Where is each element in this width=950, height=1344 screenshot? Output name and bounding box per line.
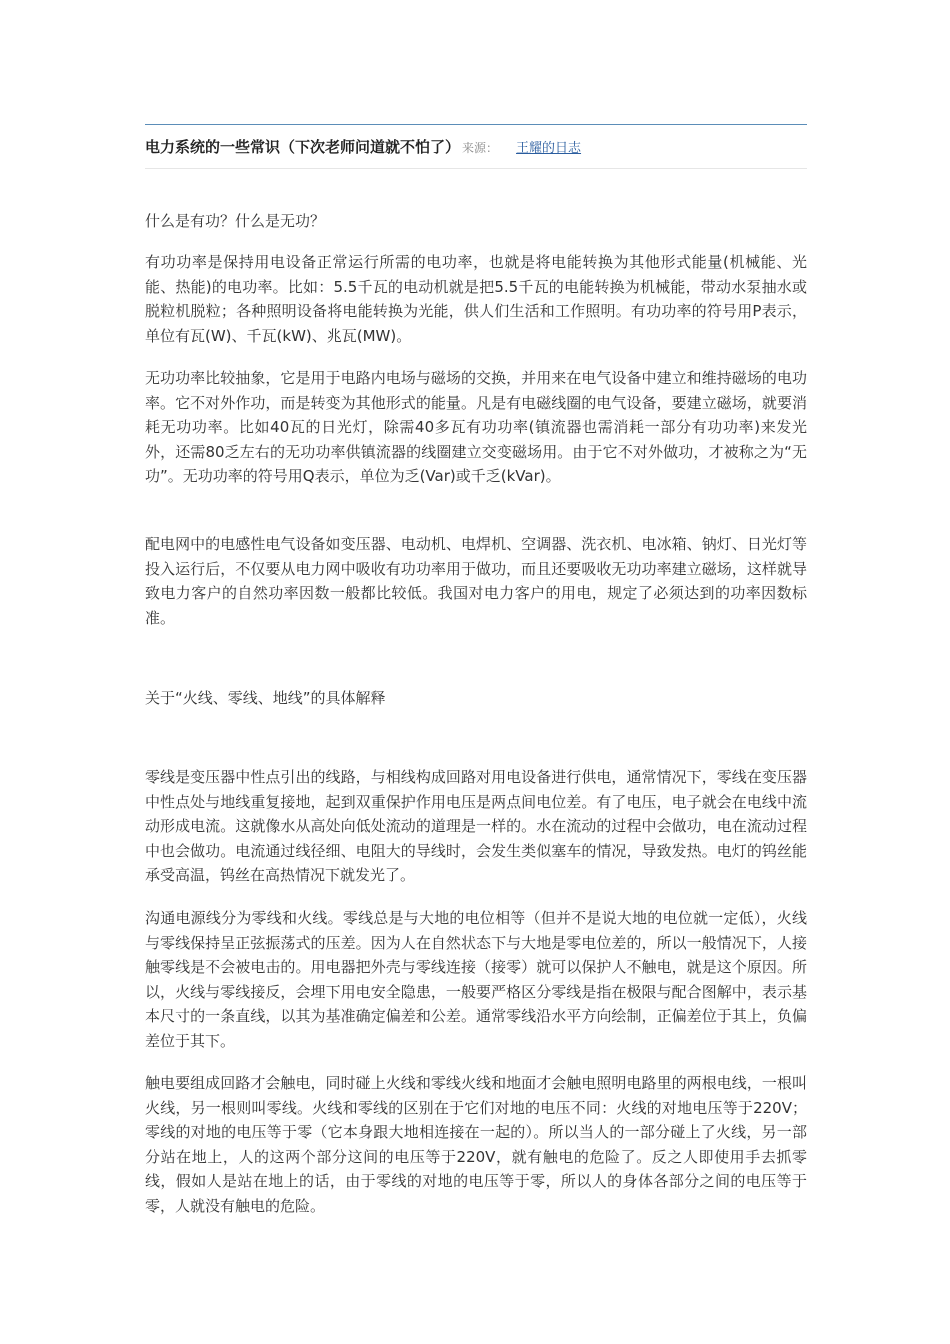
article-header — [145, 136, 807, 162]
paragraph-reactive-power: 无功功率比较抽象，它是用于电路内电场与磁场的交换，并用来在电气设备中建立和维持磁场的电功率。它不对外作功，而是转变为其他形式的能量。凡是有电磁线圈的电气设备，要建立磁场，就要消耗无功功率。比如40瓦的日光灯，除需40多瓦有功功率(镇流器也需消耗一部分有功功率)来发光外，还需80乏左右的无功功率供镇流器的线圈建立交变磁场用。由于它不对外做功，才被称之为“无功”。无功功率的符号用Q表示，单位为乏(Var)或千乏(kVar)。 — [145, 369, 807, 486]
paragraph-active-power: 有功功率是保持用电设备正常运行所需的电功率，也就是将电能转换为其他形式能量(机械能、光能、热能)的电功率。比如：5.5千瓦的电动机就是把5.5千瓦的电能转换为机械能，带动水泵抽水或脱粒机脱粒；各种照明设备将电能转换为光能，供人们生活和工作照明。有功功率的符号用P表示，单位有瓦(W)、千瓦(kW)、兆瓦(MW)。 — [145, 253, 807, 345]
paragraph-electric-shock: 触电要组成回路才会触电，同时碰上火线和零线火线和地面才会触电照明电路里的两根电线，一根叫火线，另一根则叫零线。火线和零线的区别在于它们对地的电压不同：火线的对地电压等于220V；零线的对地的电压等于零（它本身跟大地相连接在一起的）。所以当人的一部分碰上了火线，另一部分站在地上，人的这两个部分这间的电压等于220V，就有触电的危险了。反之人即使用手去抓零线，假如人是站在地上的话，由于零线的对地的电压等于零，所以人的身体各部分之间的电压等于零，人就没有触电的危险。 — [145, 1074, 807, 1215]
paragraph-live-neutral: 沟通电源线分为零线和火线。零线总是与大地的电位相等（但并不是说大地的电位就一定低），火线与零线保持呈正弦振荡式的压差。因为人在自然状态下与大地是零电位差的，所以一般情况下，人接触零线是不会被电击的。用电器把外壳与零线连接（接零）就可以保护人不触电，就是这个原因。所以，火线与零线接反，会埋下用电安全隐患，一般要严格区分零线是指在极限与配合图解中，表示基本尺寸的一条直线，以其为基准确定偏差和公差。通常零线沿水平方向绘制，正偏差位于其上，负偏差位于其下。 — [145, 909, 807, 1050]
source-label: 来源： — [462, 141, 499, 155]
top-divider — [145, 124, 807, 125]
title-divider — [145, 168, 807, 169]
paragraph-neutral-wire: 零线是变压器中性点引出的线路，与相线构成回路对用电设备进行供电，通常情况下，零线在变压器中性点处与地线重复接地，起到双重保护作用电压是两点间电位差。有了电压，电子就会在电线中流动形成电流。这就像水从高处向低处流动的道理是一样的。水在流动的过程中会做功，电在流动过程中也会做功。电流通过线径细、电阻大的导线时，会发生类似塞车的情况，导致发热。电灯的钨丝能承受高温，钨丝在高热情况下就发光了。 — [145, 768, 807, 885]
section-heading-power: 什么是有功？什么是无功？ — [145, 212, 326, 230]
article-title: 电力系统的一些常识（下次老师问道就不怕了） — [145, 138, 461, 156]
section-heading-wires: 关于“火线、零线、地线”的具体解释 — [145, 689, 386, 707]
source-link[interactable]: 王耀的日志 — [516, 141, 582, 156]
paragraph-power-factor: 配电网中的电感性电气设备如变压器、电动机、电焊机、空调器、洗衣机、电冰箱、钠灯、日光灯等投入运行后，不仅要从电力网中吸收有功功率用于做功，而且还要吸收无功功率建立磁场，这样就导致电力客户的自然功率因数一般都比较低。我国对电力客户的用电，规定了必须达到的功率因数标准。 — [145, 535, 807, 627]
